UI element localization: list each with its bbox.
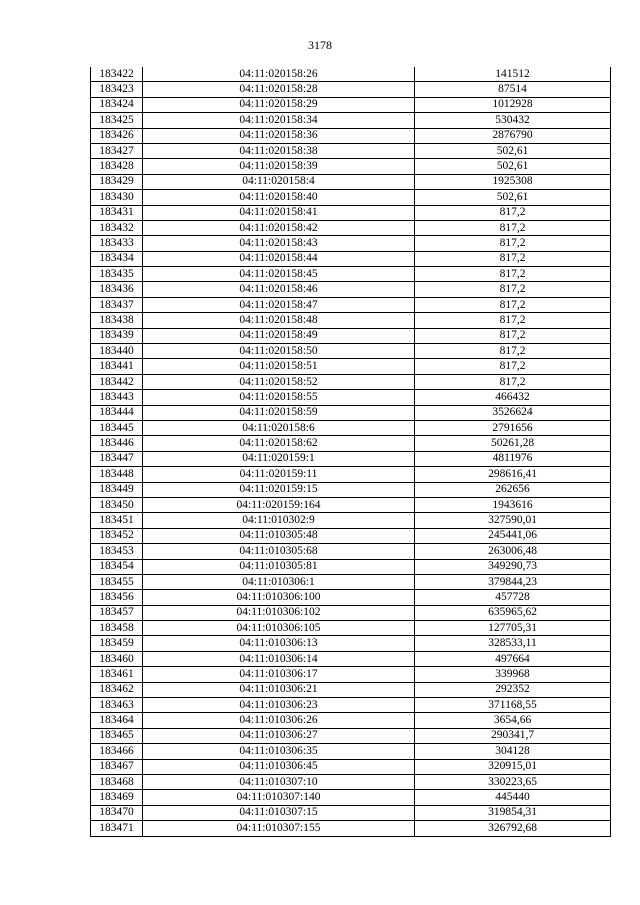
cadastral-number-cell: 04:11:020159:15 [143,482,415,497]
row-number-cell: 183425 [91,113,143,128]
row-number-cell: 183451 [91,513,143,528]
cadastral-number-cell: 04:11:020158:26 [143,67,415,82]
row-number-cell: 183436 [91,282,143,297]
cadastral-value-cell: 817,2 [415,359,611,374]
cadastral-value-cell: 292352 [415,682,611,697]
cadastral-value-cell: 817,2 [415,205,611,220]
table-row [91,67,611,82]
cadastral-value-cell: 327590,01 [415,513,611,528]
row-number-cell: 183435 [91,267,143,282]
cadastral-value-cell: 466432 [415,390,611,405]
row-number-cell: 183464 [91,713,143,728]
table-row [91,821,611,836]
cadastral-number-cell: 04:11:020158:47 [143,297,415,312]
table-row [91,774,611,789]
table-row [91,344,611,359]
cadastral-value-cell: 2791656 [415,420,611,435]
cadastral-number-cell: 04:11:010307:10 [143,774,415,789]
cadastral-value-cell: 379844,23 [415,574,611,589]
cadastral-number-cell: 04:11:020158:45 [143,267,415,282]
cadastral-value-cell: 817,2 [415,313,611,328]
table-row [91,636,611,651]
table-row [91,97,611,112]
row-number-cell: 183431 [91,205,143,220]
table-body [91,67,611,836]
table-row [91,467,611,482]
table-row [91,744,611,759]
cadastral-value-cell: 3526624 [415,405,611,420]
row-number-cell: 183430 [91,190,143,205]
table-row [91,451,611,466]
row-number-cell: 183424 [91,97,143,112]
cadastral-value-cell: 1012928 [415,97,611,112]
table-row [91,790,611,805]
row-number-cell: 183437 [91,297,143,312]
row-number-cell: 183462 [91,682,143,697]
cadastral-number-cell: 04:11:010306:35 [143,744,415,759]
row-number-cell: 183468 [91,774,143,789]
table-row [91,420,611,435]
cadastral-value-cell: 339968 [415,667,611,682]
cadastral-value-cell: 319854,31 [415,805,611,820]
row-number-cell: 183460 [91,651,143,666]
cadastral-value-cell: 330223,65 [415,774,611,789]
cadastral-number-cell: 04:11:020158:28 [143,82,415,97]
cadastral-number-cell: 04:11:010306:45 [143,759,415,774]
cadastral-number-cell: 04:11:020158:49 [143,328,415,343]
table-row [91,113,611,128]
cadastral-value-table [90,67,611,837]
cadastral-number-cell: 04:11:010306:105 [143,621,415,636]
cadastral-number-cell: 04:11:020158:36 [143,128,415,143]
cadastral-value-cell: 530432 [415,113,611,128]
cadastral-number-cell: 04:11:010306:21 [143,682,415,697]
row-number-cell: 183426 [91,128,143,143]
cadastral-number-cell: 04:11:010305:81 [143,559,415,574]
row-number-cell: 183434 [91,251,143,266]
cadastral-number-cell: 04:11:020158:39 [143,159,415,174]
cadastral-number-cell: 04:11:010306:13 [143,636,415,651]
cadastral-value-cell: 502,61 [415,159,611,174]
table-row [91,436,611,451]
cadastral-number-cell: 04:11:020158:50 [143,344,415,359]
row-number-cell: 183432 [91,220,143,235]
cadastral-value-cell: 326792,68 [415,821,611,836]
row-number-cell: 183427 [91,143,143,158]
cadastral-number-cell: 04:11:020158:38 [143,143,415,158]
cadastral-value-cell: 127705,31 [415,621,611,636]
row-number-cell: 183470 [91,805,143,820]
row-number-cell: 183450 [91,497,143,512]
table-row [91,374,611,389]
cadastral-value-cell: 1943616 [415,497,611,512]
row-number-cell: 183459 [91,636,143,651]
row-number-cell: 183442 [91,374,143,389]
cadastral-value-cell: 87514 [415,82,611,97]
cadastral-value-cell: 290341,7 [415,728,611,743]
cadastral-number-cell: 04:11:020159:164 [143,497,415,512]
cadastral-number-cell: 04:11:020159:1 [143,451,415,466]
cadastral-number-cell: 04:11:020158:34 [143,113,415,128]
table-row [91,621,611,636]
cadastral-value-cell: 502,61 [415,190,611,205]
row-number-cell: 183443 [91,390,143,405]
cadastral-value-cell: 817,2 [415,236,611,251]
cadastral-number-cell: 04:11:010307:15 [143,805,415,820]
cadastral-number-cell: 04:11:020159:11 [143,467,415,482]
row-number-cell: 183441 [91,359,143,374]
table-row [91,128,611,143]
cadastral-number-cell: 04:11:010306:100 [143,590,415,605]
row-number-cell: 183429 [91,174,143,189]
row-number-cell: 183465 [91,728,143,743]
row-number-cell: 183444 [91,405,143,420]
cadastral-value-cell: 245441,06 [415,528,611,543]
table-row [91,251,611,266]
table-row [91,805,611,820]
table-row [91,205,611,220]
cadastral-value-cell: 817,2 [415,220,611,235]
table-row [91,405,611,420]
table-row [91,82,611,97]
cadastral-value-cell: 817,2 [415,297,611,312]
table-row [91,220,611,235]
table-row [91,651,611,666]
cadastral-value-cell: 502,61 [415,143,611,158]
cadastral-value-cell: 3654,66 [415,713,611,728]
row-number-cell: 183446 [91,436,143,451]
table-row [91,574,611,589]
cadastral-value-cell: 445440 [415,790,611,805]
row-number-cell: 183461 [91,667,143,682]
table-row [91,482,611,497]
row-number-cell: 183448 [91,467,143,482]
table-row [91,528,611,543]
row-number-cell: 183433 [91,236,143,251]
row-number-cell: 183447 [91,451,143,466]
table-row [91,267,611,282]
row-number-cell: 183457 [91,605,143,620]
cadastral-number-cell: 04:11:010306:23 [143,698,415,713]
cadastral-number-cell: 04:11:010306:26 [143,713,415,728]
cadastral-value-cell: 457728 [415,590,611,605]
table-row [91,497,611,512]
row-number-cell: 183439 [91,328,143,343]
table-row [91,190,611,205]
row-number-cell: 183454 [91,559,143,574]
cadastral-number-cell: 04:11:020158:59 [143,405,415,420]
table-row [91,390,611,405]
cadastral-number-cell: 04:11:020158:46 [143,282,415,297]
row-number-cell: 183445 [91,420,143,435]
cadastral-value-cell: 298616,41 [415,467,611,482]
table-row [91,713,611,728]
row-number-cell: 183422 [91,67,143,82]
cadastral-value-cell: 1925308 [415,174,611,189]
cadastral-value-cell: 263006,48 [415,544,611,559]
cadastral-number-cell: 04:11:010307:155 [143,821,415,836]
cadastral-number-cell: 04:11:020158:6 [143,420,415,435]
cadastral-number-cell: 04:11:020158:40 [143,190,415,205]
cadastral-value-cell: 635965,62 [415,605,611,620]
table-row [91,559,611,574]
cadastral-value-cell: 497664 [415,651,611,666]
cadastral-number-cell: 04:11:010306:27 [143,728,415,743]
cadastral-number-cell: 04:11:010306:14 [143,651,415,666]
table-row [91,359,611,374]
cadastral-value-cell: 304128 [415,744,611,759]
table-row [91,544,611,559]
row-number-cell: 183449 [91,482,143,497]
cadastral-number-cell: 04:11:020158:4 [143,174,415,189]
table-row [91,590,611,605]
cadastral-number-cell: 04:11:020158:51 [143,359,415,374]
row-number-cell: 183467 [91,759,143,774]
cadastral-value-cell: 328533,11 [415,636,611,651]
cadastral-number-cell: 04:11:010302:9 [143,513,415,528]
cadastral-number-cell: 04:11:020158:48 [143,313,415,328]
cadastral-value-cell: 141512 [415,67,611,82]
cadastral-value-cell: 817,2 [415,282,611,297]
table-row [91,159,611,174]
cadastral-number-cell: 04:11:020158:42 [143,220,415,235]
table-row [91,313,611,328]
cadastral-value-cell: 817,2 [415,374,611,389]
cadastral-number-cell: 04:11:010305:68 [143,544,415,559]
cadastral-value-cell: 817,2 [415,344,611,359]
cadastral-number-cell: 04:11:010306:102 [143,605,415,620]
cadastral-value-cell: 371168,55 [415,698,611,713]
table-row [91,667,611,682]
cadastral-number-cell: 04:11:020158:52 [143,374,415,389]
cadastral-value-cell: 817,2 [415,328,611,343]
cadastral-number-cell: 04:11:020158:41 [143,205,415,220]
table-row [91,328,611,343]
cadastral-value-cell: 4811976 [415,451,611,466]
row-number-cell: 183440 [91,344,143,359]
cadastral-number-cell: 04:11:020158:44 [143,251,415,266]
cadastral-number-cell: 04:11:020158:62 [143,436,415,451]
cadastral-value-cell: 817,2 [415,251,611,266]
cadastral-value-cell: 349290,73 [415,559,611,574]
row-number-cell: 183463 [91,698,143,713]
cadastral-value-cell: 817,2 [415,267,611,282]
cadastral-number-cell: 04:11:020158:29 [143,97,415,112]
row-number-cell: 183428 [91,159,143,174]
cadastral-number-cell: 04:11:010307:140 [143,790,415,805]
row-number-cell: 183455 [91,574,143,589]
row-number-cell: 183466 [91,744,143,759]
cadastral-value-cell: 262656 [415,482,611,497]
cadastral-number-cell: 04:11:020158:43 [143,236,415,251]
table-row [91,698,611,713]
table-row [91,759,611,774]
table-row [91,297,611,312]
row-number-cell: 183452 [91,528,143,543]
row-number-cell: 183458 [91,621,143,636]
table-row [91,143,611,158]
row-number-cell: 183469 [91,790,143,805]
row-number-cell: 183423 [91,82,143,97]
table-row [91,236,611,251]
cadastral-value-cell: 50261,28 [415,436,611,451]
cadastral-number-cell: 04:11:010306:1 [143,574,415,589]
table-row [91,605,611,620]
table-row [91,728,611,743]
page-number: 3178 [308,38,332,52]
table-row [91,282,611,297]
cadastral-value-cell: 320915,01 [415,759,611,774]
cadastral-number-cell: 04:11:010306:17 [143,667,415,682]
cadastral-value-cell: 2876790 [415,128,611,143]
row-number-cell: 183438 [91,313,143,328]
cadastral-number-cell: 04:11:020158:55 [143,390,415,405]
table-row [91,174,611,189]
row-number-cell: 183471 [91,821,143,836]
table-row [91,513,611,528]
row-number-cell: 183456 [91,590,143,605]
table-row [91,682,611,697]
row-number-cell: 183453 [91,544,143,559]
cadastral-number-cell: 04:11:010305:48 [143,528,415,543]
